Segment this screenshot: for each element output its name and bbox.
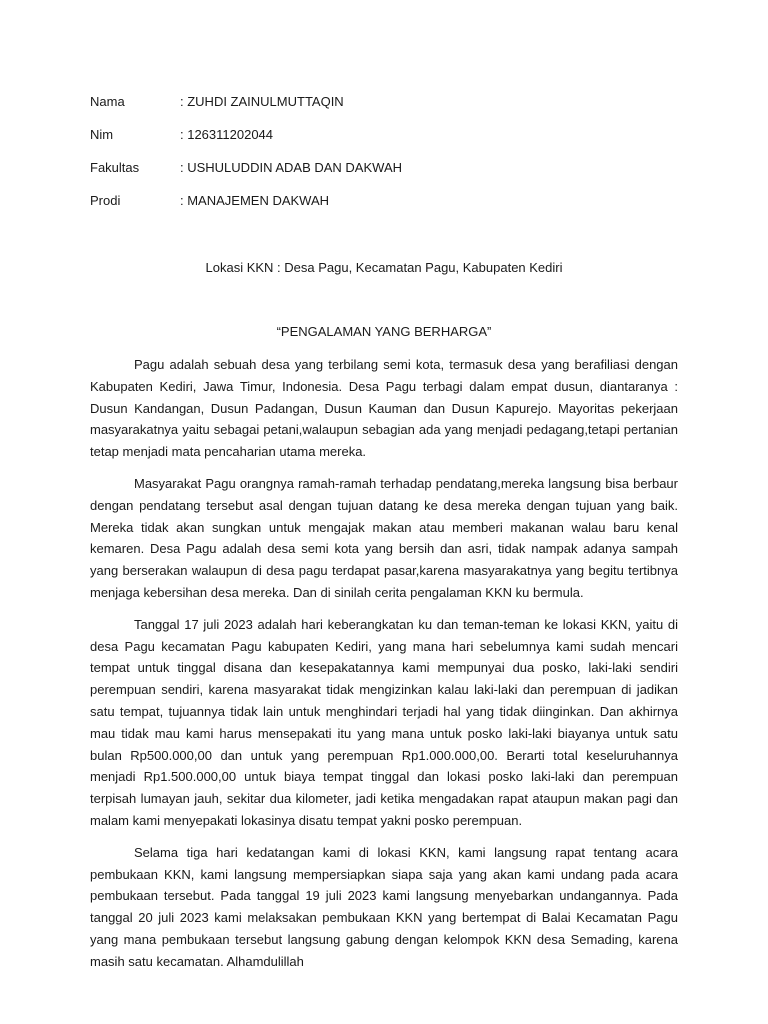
identity-label: Prodi [90, 193, 121, 208]
essay-body [90, 354, 678, 983]
identity-row-fakultas [90, 159, 402, 192]
identity-row-nim [90, 126, 402, 159]
kkn-location: Lokasi KKN : Desa Pagu, Kecamatan Pagu, Kabupaten Kediri [205, 260, 563, 275]
paragraph: Tanggal 17 juli 2023 adalah hari keberangkatan ku dan teman-teman ke lokasi KKN, yaitu di desa Pagu kecamatan Pagu kabupaten Kediri, yang mana hari sebelumnya kami sudah mencari tempat untuk tinggal disana dan kesepakatannya kami mempunyai dua posko, laki-laki sendiri perempuan sendiri, karena masyarakat tidak mengizinkan kalau laki-laki dan perempuan di jadikan satu tempat, tujuannya tidak lain untuk menghindari terjadi hal yang tidak diinginkan. Dan akhirnya mau tidak mau kami harus mensepakati itu yang mana untuk posko laki-laki biayanya untuk satu bulan Rp500.000,00 dan untuk yang perempuan Rp1.000.000,00. Berarti total keseluruhannya menjadi Rp1.500.000,00 untuk biaya tempat tinggal dan lokasi posko laki-laki dan perempuan terpisah lumayan jauh, sekitar dua kilometer, jadi ketika mengadakan rapat ataupun makan pagi dan malam kami menyepakati lokasinya disatu tempat yakni posko perempuan. [90, 616, 678, 828]
paragraph: Pagu adalah sebuah desa yang terbilang semi kota, termasuk desa yang berafiliasi dengan Kabupaten Kediri, Jawa Timur, Indonesia. Desa Pagu terbagi dalam empat dusun, diantaranya : Dusun Kandangan, Dusun Padangan, Dusun Kauman dan Dusun Kapurejo. Mayoritas pekerjaan masyarakatnya yaitu sebagai petani,walaupun sebagian ada yang menjadi pedagang,tetapi pertanian tetap menjadi mata pencaharian utama mereka. [90, 357, 678, 460]
student-identity [90, 93, 402, 225]
identity-value: : ZUHDI ZAINULMUTTAQIN [180, 94, 344, 109]
identity-label: Nim [90, 127, 114, 142]
paragraph: Masyarakat Pagu orangnya ramah-ramah terhadap pendatang,mereka langsung bisa berbaur dengan pendatang tersebut asal dengan tujuan datang ke desa mereka dengan tujuan yang baik. Mereka tidak akan sungkan untuk mengajak makan atau memberi makanan walau baru kenal kemaren. Desa Pagu adalah desa semi kota yang bersih dan asri, tidak nampak adanya sampah yang berserakan walaupun di desa pagu terdapat pasar,karena masyarakatnya yang begitu tertibnya menjaga kebersihan desa mereka. Dan di sinilah cerita pengalaman KKN ku bermula. [90, 475, 678, 600]
identity-row-prodi [90, 192, 402, 225]
identity-label: Fakultas [90, 160, 140, 175]
identity-row-nama [90, 93, 402, 126]
identity-label: Nama [90, 94, 125, 109]
identity-value: : USHULUDDIN ADAB DAN DAKWAH [180, 160, 402, 175]
document-title: “PENGALAMAN YANG BERHARGA” [276, 324, 492, 339]
identity-value: : 126311202044 [180, 127, 274, 142]
identity-value: : MANAJEMEN DAKWAH [180, 193, 330, 208]
paragraph: Selama tiga hari kedatangan kami di lokasi KKN, kami langsung rapat tentang acara pembukaan KKN, kami langsung mempersiapkan siapa saja yang akan kami undang pada acara pembukaan tersebut. Pada tanggal 19 juli 2023 kami langsung menyebarkan undangannya. Pada tanggal 20 juli 2023 kami melaksakan pembukaan KKN yang bertempat di Balai Kecamatan Pagu yang mana pembukaan tersebut langsung gabung dengan kelompok KKN desa Semading, karena masih satu kecamatan. Alhamdulillah [90, 844, 678, 969]
